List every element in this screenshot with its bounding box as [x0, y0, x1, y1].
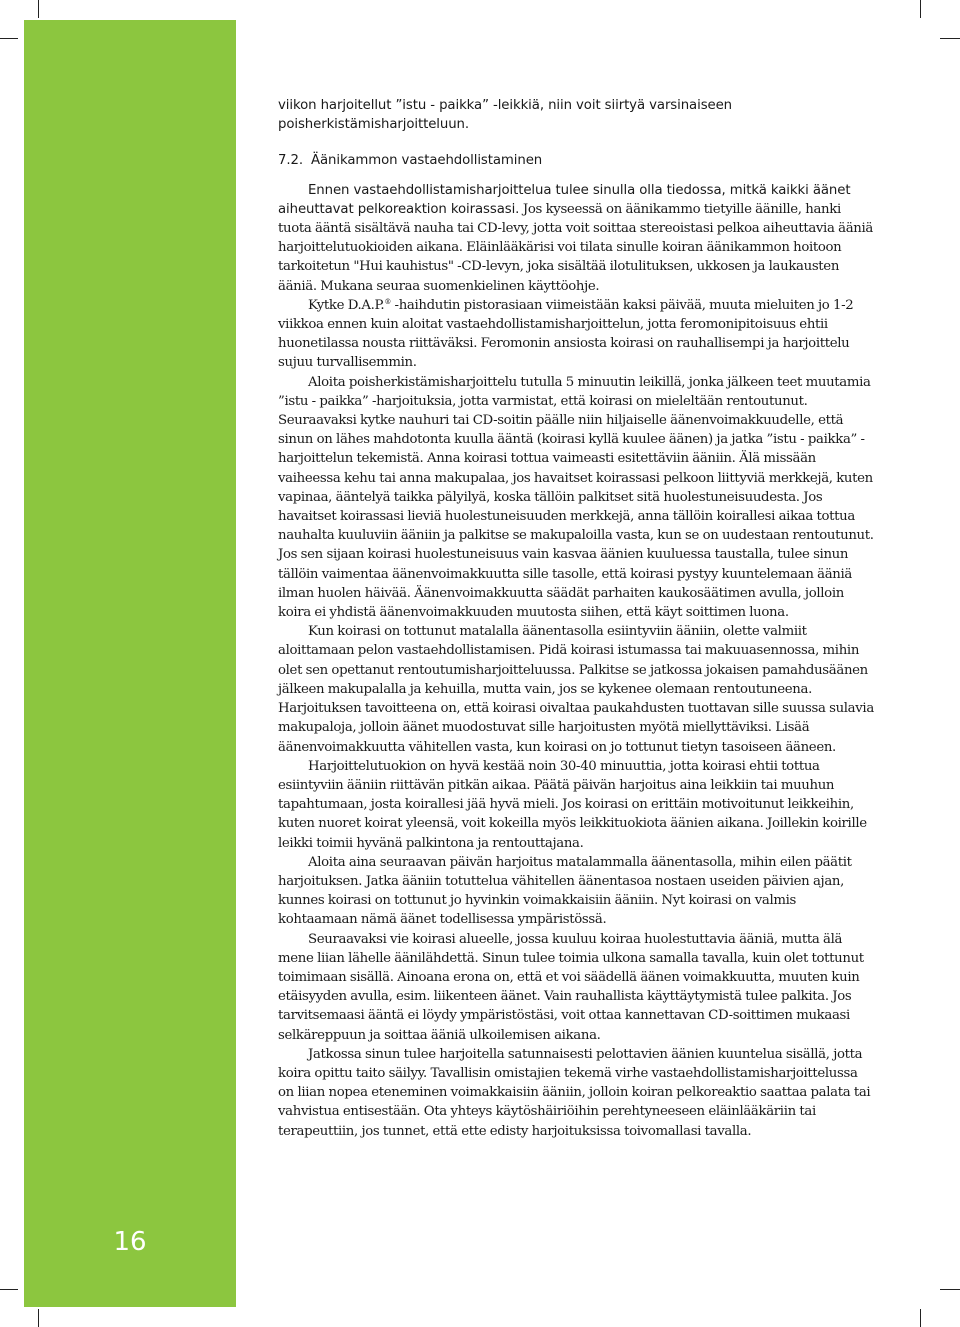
paragraph-6: Aloita aina seuraavan päivän harjoitus matalammalla äänentasolla, mihin eilen päätit harjoituksen. Jatka ääniin totuttelua vähitellen äänentasoa nostaen useiden päivien ajan, kunnes koirasi on tottunut jo hyvinkin voimakkaisiin ääniin. Nyt koirasi on valmis kohtaamaan nämä äänet todellisessa ympäristössä.: [278, 854, 852, 928]
crop-mark: [920, 0, 921, 18]
intro-paragraph: viikon harjoitellut ”istu - paikka” -leikkiä, niin voit siirtyä varsinaiseen poisherkistämisharjoitteluun.: [278, 98, 733, 133]
page-number: 16: [113, 1227, 147, 1257]
paragraph-5: Harjoittelutuokion on hyvä kestää noin 30-40 minuuttia, jotta koirasi ehtii tottua esiintyviin ääniin riittävän pitkän aikaa. Päätä päivän harjoitus aina leikkiin tai muuhun tapahtumaan, josta koirallesi jää hyvä mieli. Jos koirasi on erittäin motivoitunut leikkeihin, kuten nuoret koirat yleensä, voit kokeilla myös leikkituokiota äänien aikana. Joillekin koirille leikki toimii hyvänä palkintona ja rentouttajana.: [278, 758, 867, 851]
crop-mark: [940, 38, 960, 39]
crop-mark: [38, 1309, 39, 1327]
registered-mark: ®: [384, 297, 391, 306]
paragraph-2-rest: -haihdutin pistorasiaan viimeistään kaksi päivää, muuta mieluiten jo 1-2 viikkoa ennen kuin aloitat vastaehdollistamisharjoittelun, jotta feromonipitoisuus ehtii huonetilassa nousta riittäväksi. Feromonin ansiosta koirasi on rauhallisempi ja harjoittelu sujuu turvallisemmin.: [278, 297, 854, 371]
page-margin-bar: [24, 20, 236, 1307]
crop-mark: [0, 38, 18, 39]
section-heading: [278, 151, 874, 170]
paragraph-1-sans-part: Ennen vastaehdollistamisharjoittelua tulee sinulla olla tiedossa, mitkä kaikki äänet aiheuttavat pelkoreaktion koirassasi.: [278, 182, 851, 217]
crop-mark: [920, 1309, 921, 1327]
paragraph-4: Kun koirasi on tottunut matalalla äänentasolla esiintyviin ääniin, olette valmiit aloittamaan pelon vastaehdollistamisen. Pidä koirasi istumassa tai makuuasennossa, mihin olet sen opettanut rentoutumisharjoitteluussa. Palkitse se jatkossa jokaisen pamahdusäänen jälkeen makupalalla ja kehuilla, mutta vain, jos se kykenee olemaan rentoutuneena. Harjoituksen tavoitteena on, että koirasi oivaltaa paukahdusten tuottavan sille suussa sulavia makupaloja, jolloin äänet muodostuvat sille harjoitusten myötä miellyttäviksi. Lisää äänenvoimakkuutta vähitellen vasta, kun koirasi on jo tottunut tietyn tasoiseen ääneen.: [278, 624, 874, 755]
page-content: [278, 96, 874, 1141]
paragraph-8: Jatkossa sinun tulee harjoitella satunnaisesti pelottavien äänien kuuntelua sisällä, jotta koira opittu taito säilyy. Tavallisin omistajien tekemä virhe vastaehdollistamisharjoittelussa on liian nopea eteneminen voimakkaisiin ääniin, jolloin koiran pelkoreaktio saattaa palata tai vahvistua entisestään. Ota yhteys käytöshäiriöihin perehtyneeseen eläinlääkäriin tai terapeuttiin, jos tunnet, että ette edisty harjoituksissa toivomallasi tavalla.: [278, 1046, 871, 1139]
paragraph-2-lead: Kytke D.A.P.: [308, 297, 385, 313]
paragraph-7: Seuraavaksi vie koirasi alueelle, jossa kuuluu koiraa huolestuttavia ääniä, mutta älä mene liian lähelle äänilähdettä. Sinun tulee toimia ulkona samalla tavalla, kuin olet tottunut toimimaan sisällä. Ainoana erona on, että et voi säädellä äänen voimakkuutta, muuten kuin etäisyyden avulla, esim. liikenteen äänet. Vain rauhallista käyttäytymistä tulee palkita. Jos tarvitsemaasi ääntä ei löydy ympäristöstäsi, voit ottaa kannettavan CD-soittimen mukaasi selkäreppuun ja soittaa ääniä ulkoilemisen aikana.: [278, 931, 864, 1043]
paragraph-2: [278, 296, 874, 373]
paragraph-3: Aloita poisherkistämisharjoittelu tutulla 5 minuutin leikillä, jonka jälkeen teet muutamia ”istu - paikka” -harjoituksia, jotta varmistat, että koirasi on mieleltään rentoutunut. Seuraavaksi kytke nauhuri tai CD-soitin päälle niin hiljaiselle äänenvoimakkuudelle, että sinun on lähes mahdotonta kuulla ääntä (koirasi kyllä kuulee äänen) ja jatka ”istu - paikka” -harjoittelun tekemistä. Anna koirasi tottua vaimeasti esitettäviin ääniin. Älä missään vaiheessa kehu tai anna makupalaa, jos havaitset koirassasi pelkoon liittyviä merkkejä, kuten vapinaa, ääntelyä taikka pälyilyä, koska tällöin palkitset sitä huolestuneisuudesta. Jos havaitset koirassasi lieviä huolestuneisuuden merkkejä, anna tällöin koirallesi aikaa tottua nauhalta kuuluviin ääniin ja palkitse se makupaloilla vasta, kun se on uudestaan rentoutunut. Jos sen sijaan koirasi huolestuneisuus vain kasvaa äänien kuuluessa taustalla, tulee sinun tällöin vaimentaa äänenvoimakkuutta sille tasolle, että koirasi pystyy kuuntelemaan ääniä ilman huolen häivää. Äänenvoimakkuutta säädät parhaiten kaukosäätimen avulla, jolloin koira ei yhdistä äänenvoimakkuuden muutosta siihen, että käyt soittimen luona.: [278, 374, 874, 621]
crop-mark: [0, 1289, 18, 1290]
paragraph-1: [278, 181, 874, 296]
crop-mark: [940, 1289, 960, 1290]
paragraph-1-serif-part: Jos kyseessä on äänikammo tietyille äänille, hanki tuota ääntä sisältävä nauha tai CD-levy, jotta voit soittaa stereoistasi pelkoa aiheuttavia ääniä harjoittelutuokioiden aikana. Eläinlääkärisi voi tilata sinulle koiran äänikammon hoitoon tarkoitetun "Hui kauhistus" -CD-levyn, joka sisältää ilotulituksen, ukkosen ja laukausten ääniä. Mukana seuraa suomenkielinen käyttöohje.: [278, 201, 873, 294]
section-title: Äänikammon vastaehdollistaminen: [310, 153, 543, 169]
section-number: 7.2.: [278, 153, 303, 169]
crop-mark: [38, 0, 39, 18]
